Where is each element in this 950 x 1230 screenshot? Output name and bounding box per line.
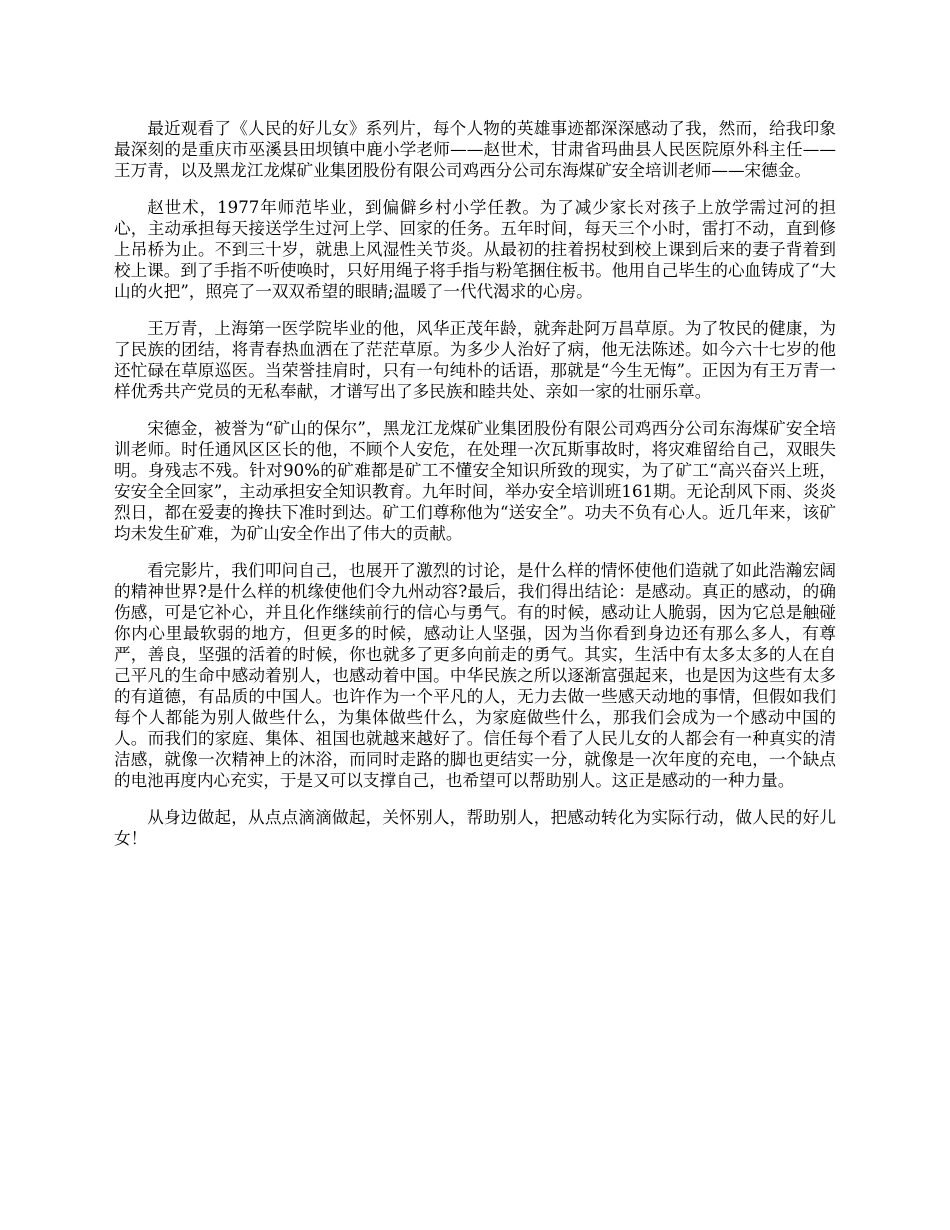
paragraph-reflection: 看完影片，我们叩问自己，也展开了激烈的讨论，是什么样的情怀使他们造就了如此浩瀚宏阔的精神世界?是什么样的机缘使他们令九州动容?最后，我们得出结论：是感动。真正的感动，的确伤感，可是它补心，并且化作继续前行的信心与勇气。有的时候，感动让人脆弱，因为它总是触碰你内心里最软弱的地方，但更多的时候，感动让人坚强，因为当你看到身边还有那么多人，有尊严，善良，坚强的活着的时候，你也就多了更多向前走的勇气。其实，生活中有太多太多的人在自己平凡的生命中感动着别人，也感动着中国。中华民族之所以逐渐富强起来，也是因为这些有太多的有道德，有品质的中国人。也许作为一个平凡的人，无力去做一些感天动地的事情，但假如我们每个人都能为别人做些什么，为集体做些什么，为家庭做些什么，那我们会成为一个感动中国的人。而我们的家庭、集体、祖国也就越来越好了。信任每个看了人民儿女的人都会有一种真实的清洁感，就像一次精神上的沐浴，而同时走路的脚也更结实一分，就像是一次年度的充电，一个缺点的电池再度内心充实，于是又可以支撑自己，也希望可以帮助别人。这正是感动的一种力量。 (114, 561, 836, 790)
paragraph-wang-wanqing: 王万青，上海第一医学院毕业的他，风华正茂年龄，就奔赴阿万昌草原。为了牧民的健康，为了民族的团结，将青春热血洒在了茫茫草原。为多少人治好了病，他无法陈述。如今六十七岁的他还忙碌在草原巡医。当荣誉挂肩时，只有一句纯朴的话语，那就是“今生无悔”。正因为有王万青一样优秀共产党员的无私奉献，才谱写出了多民族和睦共处、亲如一家的壮丽乐章。 (114, 319, 836, 401)
paragraph-conclusion: 从身边做起，从点点滴滴做起，关怀别人，帮助别人，把感动转化为实际行动，做人民的好儿女！ (114, 808, 836, 848)
document-body (114, 118, 836, 865)
paragraph-zhao-shishu: 赵世术，1977年师范毕业，到偏僻乡村小学任教。为了减少家长对孩子上放学需过河的担心，主动承担每天接送学生过河上学、回家的任务。五年时间，每天三个小时，雷打不动，直到修上吊桥为止。不到三十岁，就患上风湿性关节炎。从最初的拄着拐杖到校上课到后来的妻子背着到校上课。到了手指不听使唤时，只好用绳子将手指与粉笔捆住板书。他用自己毕生的心血铸成了“大山的火把”，照亮了一双双希望的眼睛;温暖了一代代渴求的心房。 (114, 198, 837, 301)
paragraph-intro: 最近观看了《人民的好儿女》系列片，每个人物的英雄事迹都深深感动了我，然而，给我印象最深刻的是重庆市巫溪县田坝镇中鹿小学老师——赵世术，甘肃省玛曲县人民医院原外科主任——王万青，以及黑龙江龙煤矿业集团股份有限公司鸡西分公司东海煤矿安全培训老师——宋德金。 (114, 119, 836, 180)
paragraph-song-dejin: 宋德金，被誉为“矿山的保尔”，黑龙江龙煤矿业集团股份有限公司鸡西分公司东海煤矿安全培训老师。时任通风区区长的他，不顾个人安危，在处理一次瓦斯事故时，将灾难留给自己，双眼失明。身残志不残。针对90%的矿难都是矿工不懂安全知识所致的现实，为了矿工“高兴奋兴上班，安安全全回家”，主动承担安全知识教育。九年时间，举办安全培训班161期。无论刮风下雨、炎炎烈日，都在爱妻的搀扶下准时到达。矿工们尊称他为“送安全”。功夫不负有心人。近几年来，该矿均未发生矿难，为矿山安全作出了伟大的贡献。 (114, 419, 836, 543)
